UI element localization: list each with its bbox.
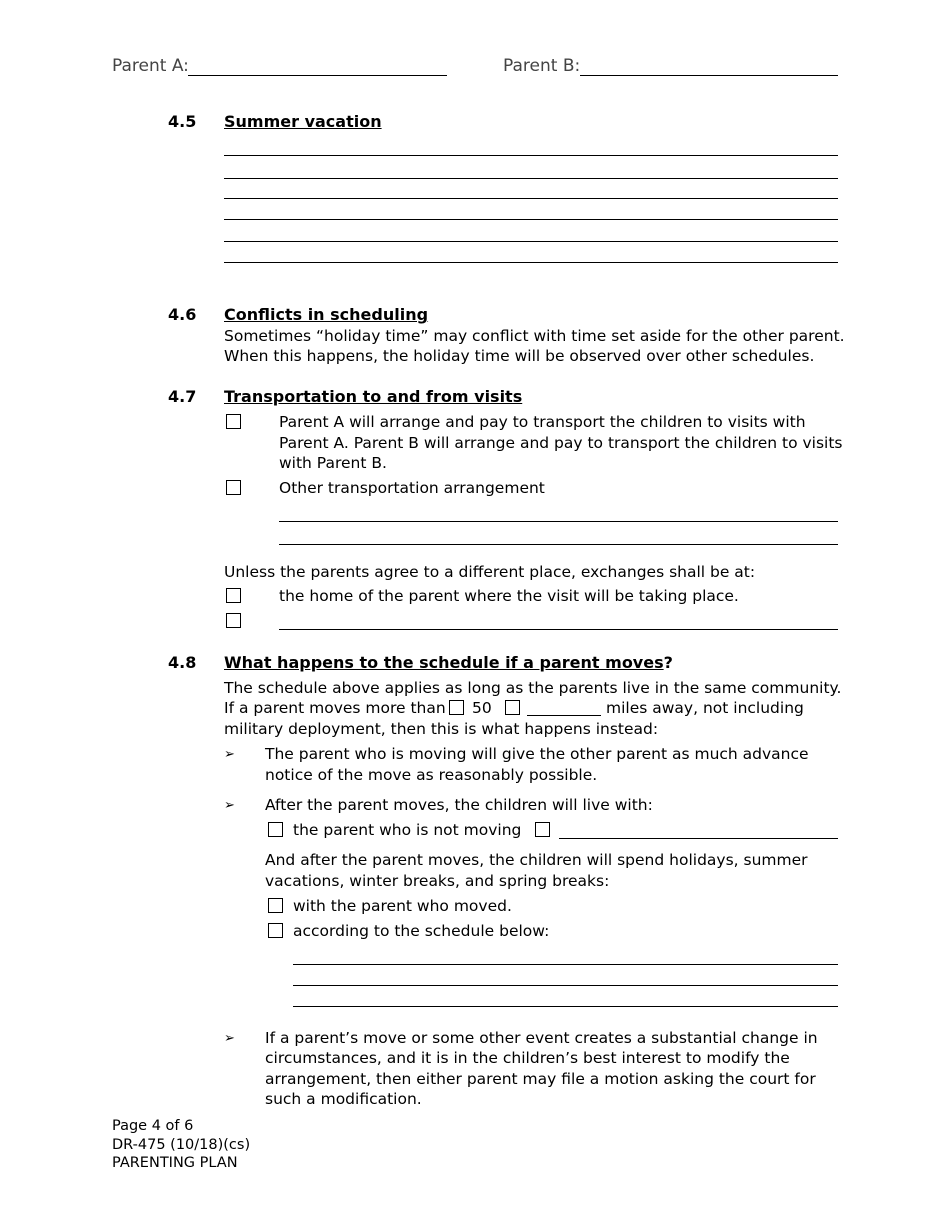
bullet-text: The parent who is moving will give the other parent as much advance (265, 745, 809, 763)
live-with-other-checkbox[interactable] (535, 822, 550, 837)
bullet-arrow-icon: ➢ (224, 747, 235, 762)
holiday-schedule-label: according to the schedule below: (293, 922, 550, 940)
exchange-intro: Unless the parents agree to a different place, exchanges shall be at: (224, 563, 756, 581)
holiday-schedule-line[interactable] (293, 964, 838, 965)
move-intro-line: military deployment, then this is what happens instead: (224, 720, 659, 738)
summer-vacation-line[interactable] (224, 198, 838, 199)
parent-a-name-field[interactable] (188, 75, 447, 76)
summer-vacation-line[interactable] (224, 241, 838, 242)
live-with-other-field[interactable] (559, 838, 838, 839)
exchange-other-checkbox[interactable] (226, 613, 241, 628)
exchange-home-label: the home of the parent where the visit will be taking place. (279, 587, 739, 605)
move-intro-line: miles away, not including (606, 699, 804, 717)
section-4-6-title: Conflicts in scheduling (224, 305, 429, 324)
parent-b-name-field[interactable] (580, 75, 838, 76)
miles-50-checkbox[interactable] (449, 700, 464, 715)
miles-50-label: 50 (472, 699, 492, 717)
live-with-not-moving-checkbox[interactable] (268, 822, 283, 837)
conflicts-text-line: When this happens, the holiday time will be observed over other schedules. (224, 347, 815, 365)
transport-option-text: Parent A will arrange and pay to transport the children to visits with (279, 413, 806, 431)
move-intro-line: If a parent moves more than (224, 699, 446, 717)
bullet-arrow-icon: ➢ (224, 798, 235, 813)
parent-b-label: Parent B: (503, 56, 581, 76)
section-4-5-title: Summer vacation (224, 112, 382, 131)
summer-vacation-line[interactable] (224, 155, 838, 156)
bullet-text: circumstances, and it is in the children’s best interest to modify the (265, 1049, 790, 1067)
transport-other-label: Other transportation arrangement (279, 479, 545, 497)
section-4-8-title-punct: ? (663, 653, 673, 672)
transport-option-text: Parent A. Parent B will arrange and pay to transport the children to visits (279, 434, 843, 452)
holiday-moved-checkbox[interactable] (268, 898, 283, 913)
transport-other-checkbox[interactable] (226, 480, 241, 495)
exchange-home-checkbox[interactable] (226, 588, 241, 603)
section-4-8-title-text: What happens to the schedule if a parent moves (224, 653, 664, 672)
exchange-other-line[interactable] (279, 629, 838, 630)
footer (112, 1117, 250, 1173)
summer-vacation-line[interactable] (224, 262, 838, 263)
summer-vacation-line[interactable] (224, 219, 838, 220)
holiday-schedule-checkbox[interactable] (268, 923, 283, 938)
live-with-not-moving-label: the parent who is not moving (293, 821, 522, 839)
parent-a-label: Parent A: (112, 56, 189, 76)
transport-other-line[interactable] (279, 544, 838, 545)
bullet-arrow-icon: ➢ (224, 1031, 235, 1046)
section-4-7-title: Transportation to and from visits (224, 387, 523, 406)
conflicts-text-line: Sometimes “holiday time” may conflict with time set aside for the other parent. (224, 327, 845, 345)
section-4-5-number: 4.5 (168, 112, 197, 131)
holiday-moved-label: with the parent who moved. (293, 897, 512, 915)
section-4-7-number: 4.7 (168, 387, 197, 406)
bullet-text: If a parent’s move or some other event creates a substantial change in (265, 1029, 818, 1047)
holiday-schedule-line[interactable] (293, 985, 838, 986)
miles-other-checkbox[interactable] (505, 700, 520, 715)
bullet-text: notice of the move as reasonably possible. (265, 766, 598, 784)
miles-other-field[interactable] (527, 715, 601, 716)
bullet-text: such a modification. (265, 1090, 422, 1108)
section-4-6-number: 4.6 (168, 305, 197, 324)
footer-page-number: Page 4 of 6 (112, 1118, 194, 1134)
bullet-text: After the parent moves, the children will live with: (265, 796, 653, 814)
holiday-text: vacations, winter breaks, and spring breaks: (265, 872, 610, 890)
holiday-schedule-line[interactable] (293, 1006, 838, 1007)
section-4-8-number: 4.8 (168, 653, 197, 672)
footer-form-name: PARENTING PLAN (112, 1155, 238, 1171)
bullet-text: arrangement, then either parent may file a motion asking the court for (265, 1070, 816, 1088)
section-4-8-title (224, 653, 673, 674)
transport-parents-checkbox[interactable] (226, 414, 241, 429)
transport-option-text: with Parent B. (279, 454, 387, 472)
footer-form-number: DR-475 (10/18)(cs) (112, 1136, 251, 1153)
transport-other-line[interactable] (279, 521, 838, 522)
holiday-text: And after the parent moves, the children will spend holidays, summer (265, 851, 808, 869)
move-intro-line: The schedule above applies as long as the parents live in the same community. (224, 679, 842, 697)
summer-vacation-line[interactable] (224, 178, 838, 179)
